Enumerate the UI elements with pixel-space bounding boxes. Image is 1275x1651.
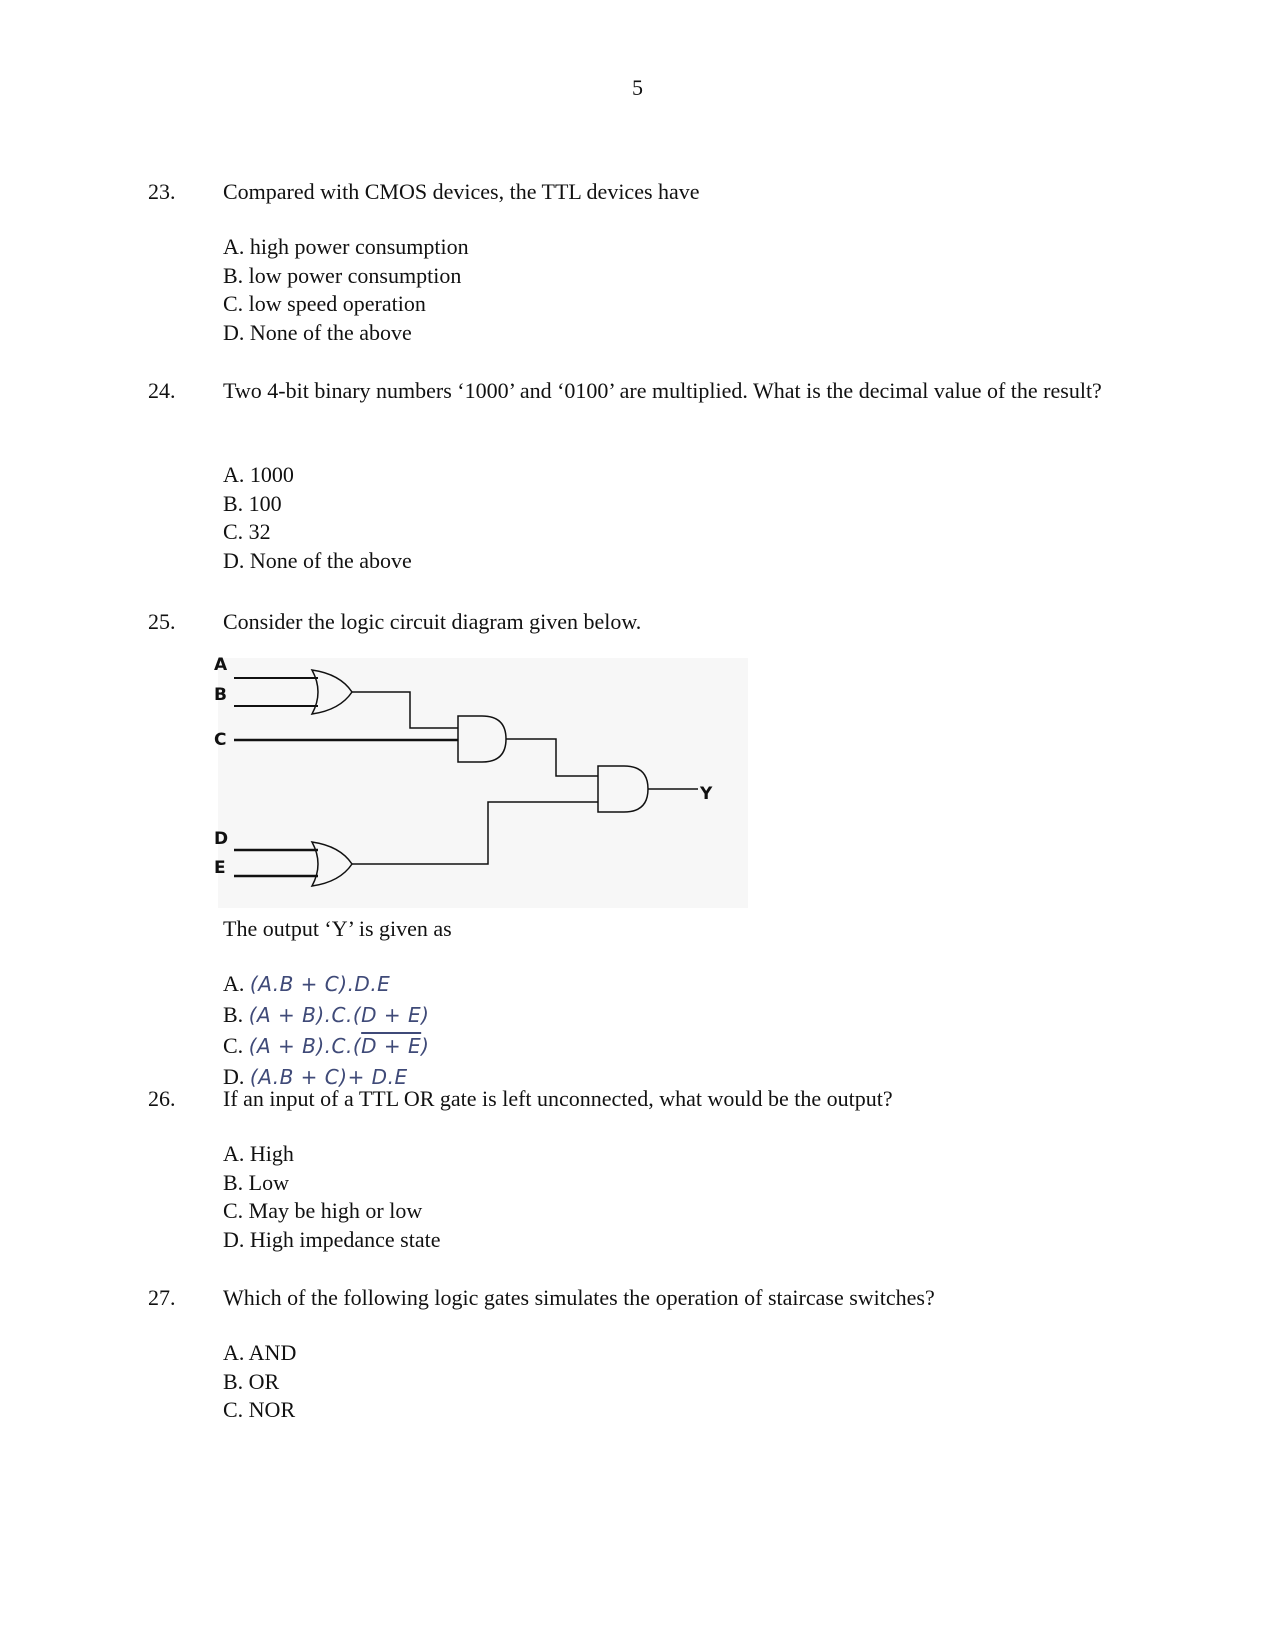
option-a: A. high power consumption — [223, 234, 469, 259]
expression-part: (A + B).C.( — [248, 1034, 362, 1058]
option-list — [223, 233, 469, 347]
option-c: C. May be high or low — [223, 1198, 423, 1223]
option-list — [223, 970, 429, 1094]
option-list — [223, 461, 412, 575]
overlined-term: D + E — [361, 1034, 422, 1058]
boolean-expression — [249, 1034, 430, 1058]
boolean-expression: (A.B + C)+ D.E — [249, 1065, 408, 1089]
input-label-b: B — [214, 685, 227, 705]
option-d: D. None of the above — [223, 319, 412, 345]
expression-part: ) — [421, 1034, 430, 1058]
question-text: Which of the following logic gates simulates the operation of staircase switches? — [223, 1285, 935, 1310]
question-number: 27. — [148, 1285, 176, 1310]
question-number: 23. — [148, 179, 176, 204]
option-list — [223, 1339, 296, 1425]
option-c — [223, 1032, 429, 1063]
output-label-y: Y — [700, 784, 713, 804]
question-number: 24. — [148, 378, 176, 403]
option-b — [223, 1001, 429, 1032]
logic-circuit-diagram — [214, 655, 748, 908]
input-label-a: A — [214, 655, 228, 675]
option-prefix: C. — [223, 1033, 244, 1058]
option-d: D. High impedance state — [223, 1226, 441, 1252]
option-c: C. 32 — [223, 519, 271, 544]
question-text: Compared with CMOS devices, the TTL devices have — [223, 179, 700, 204]
option-c: C. NOR — [223, 1397, 296, 1422]
option-c: C. low speed operation — [223, 291, 426, 316]
option-a: A. High — [223, 1141, 294, 1166]
option-a: A. AND — [223, 1340, 297, 1365]
question-text: If an input of a TTL OR gate is left unconnected, what would be the output? — [223, 1086, 893, 1111]
question-text: Two 4-bit binary numbers ‘1000’ and ‘0100’ are multiplied. What is the decimal value of the result? — [223, 378, 1102, 403]
option-a — [223, 970, 429, 1001]
option-prefix: D. — [223, 1064, 245, 1089]
page-number: 5 — [632, 75, 643, 100]
option-prefix: B. — [223, 1002, 244, 1027]
option-a: A. 1000 — [223, 462, 294, 487]
option-prefix: A. — [223, 971, 245, 996]
diagram-background — [218, 658, 748, 908]
question-number: 26. — [148, 1086, 176, 1111]
boolean-expression: (A.B + C).D.E — [249, 972, 391, 996]
option-b: B. OR — [223, 1368, 280, 1394]
question-number: 25. — [148, 609, 176, 634]
option-b: B. Low — [223, 1169, 289, 1195]
input-label-e: E — [214, 858, 226, 878]
option-d: D. None of the above — [223, 547, 412, 573]
input-label-c: C — [214, 730, 227, 750]
question-subtext: The output ‘Y’ is given as — [223, 916, 452, 941]
option-list — [223, 1140, 441, 1254]
boolean-expression: (A + B).C.(D + E) — [248, 1003, 430, 1027]
option-b: B. 100 — [223, 490, 282, 516]
option-b: B. low power consumption — [223, 262, 462, 288]
input-label-d: D — [214, 829, 229, 849]
question-text: Consider the logic circuit diagram given below. — [223, 609, 642, 634]
